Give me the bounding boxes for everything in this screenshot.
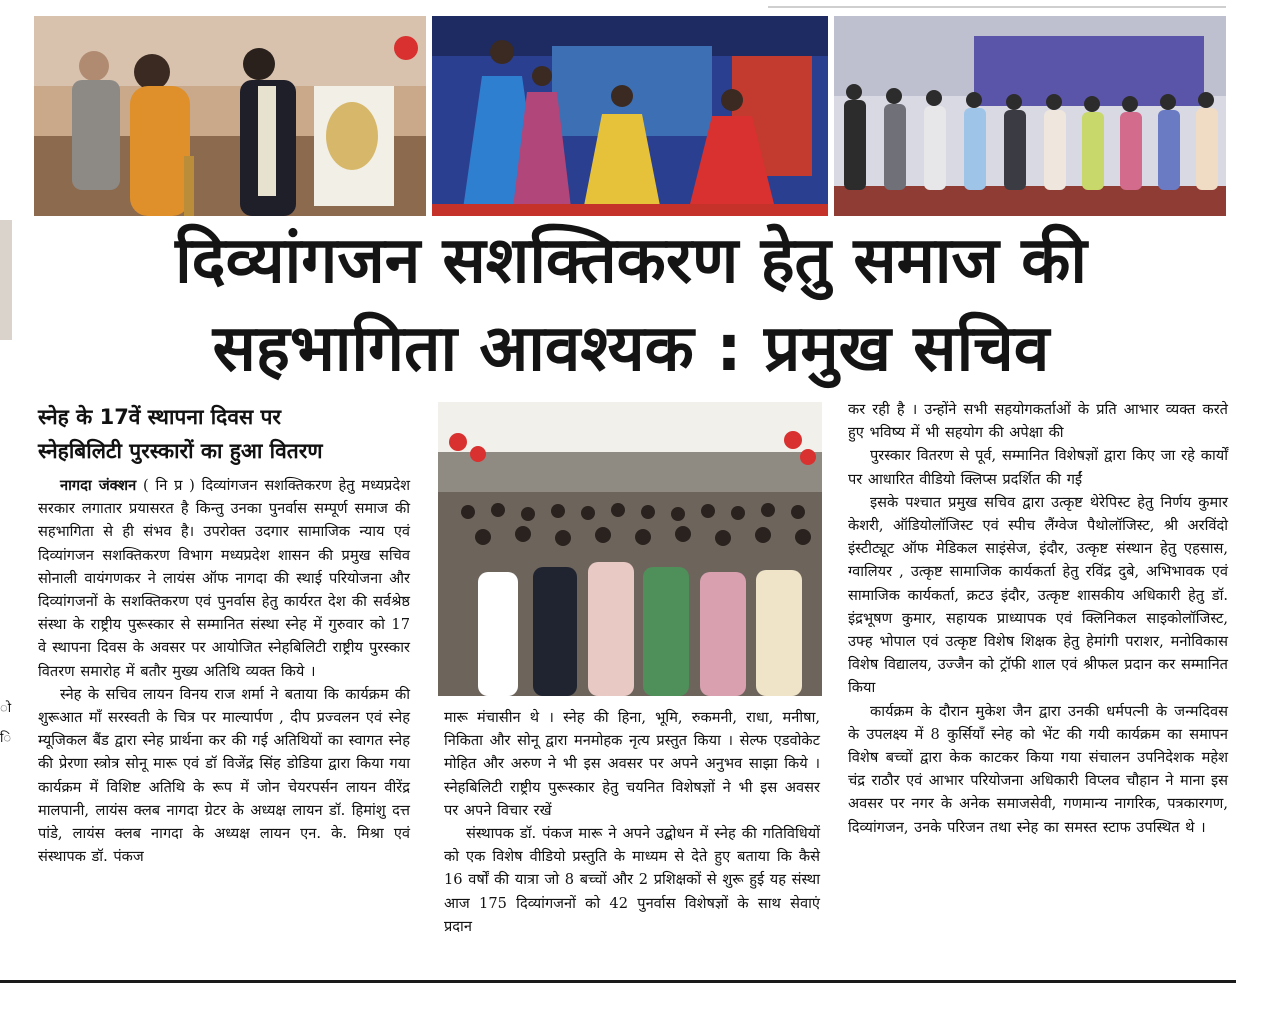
paragraph: स्नेह के सचिव लायन विनय राज शर्मा ने बताया कि कार्यक्रम की शुरूआत माँ सरस्वती के चित्र पर माल्यार्पण , दीप प्रज्वलन एवं स्नेह म्यूजिकल बैंड द्वारा स्नेह प्रार्थना कर की गई अतिथियों का स्वागत स्नेह की प्रेरणा स्त्रोत्र सोनू मारू एवं डॉ विजेंद्र सिंह डोडिया द्वारा किया गया कार्यक्रम में विशिष्ट अतिथि के रूप में जोन चेयरपर्सन लायन वीरेंद्र मालपानी, लायंस क्लब नागदा ग्रेटर के अध्यक्ष लायन डॉ. हिमांशु दत्त पांडे, लायंस क्लब नागदा के अध्यक्ष लायन एन. के. मिश्रा एवं संस्थापक डॉ. पंकज — [38, 685, 410, 866]
photo-audience-hall — [438, 402, 822, 696]
article-column-2 — [444, 706, 820, 938]
paragraph: पुरस्कार वितरण से पूर्व, सम्मानित विशेषज्ञों द्वारा किए जा रहे कार्यों पर आधारित वीडियो क्लिप्स प्रदर्शित की गईं — [848, 447, 1228, 488]
edge-mark-2: ि — [0, 731, 12, 746]
photo-award-group — [834, 16, 1226, 216]
subheadline-line-2: स्नेहबिलिटी पुरस्कारों का हुआ वितरण — [38, 439, 323, 463]
paragraph: कार्यक्रम के दौरान मुकेश जैन द्वारा उनकी धर्मपत्नी के जन्मदिवस के उपलक्ष्य में 8 कुर्सियाँ स्नेह को भेंट की गयी कार्यक्रम का समापन विशेष बच्चों द्वारा केक काटकर किया गया संचालन उपनिदेशक महेश चंद्र राठौर एवं आभार परियोजना अधिकारी विप्लव चौहान ने माना इस अवसर पर नगर के अनेक समाजसेवी, गणमान्य नागरिक, पत्रकारगण, दिव्यांगजन, उनके परिजन तथा स्नेह का समस्त स्टाफ उपस्थित थे । — [848, 702, 1228, 836]
paragraph — [38, 474, 410, 683]
photo-dance-performance — [432, 16, 828, 216]
headline-line-1: दिव्यांगजन सशक्तिकरण हेतु समाज की — [175, 224, 1087, 298]
paragraph: इसके पश्चात प्रमुख सचिव द्वारा उत्कृष्ट थेरेपिस्ट हेतु निर्णय कुमार केशरी, ऑडियोलॉजिस्ट एवं स्पीच लैंग्वेज पैथोलॉजिस्ट, श्री अरविंदो इंस्टीट्यूट ऑफ मेडिकल साइंसेज, इंदौर, उत्कृष्ट संस्थान हेतु एहसास, ग्वालियर , उत्कृष्ट सामाजिक कार्यकर्ता हेतु रविंद्र दुबे, अभिभावक एवं सामाजिक कार्यकर्ता, क्रटउ इंदौर, उत्कृष्ट शासकीय अधिकारी हेतु डॉ. इंद्रभूषण कुमार, सहायक प्राध्यापक एवं क्लिनिकल साइकोलॉजिस्ट, उफ्ह भोपाल एवं उत्कृष्ट विशेष शिक्षक हेतु हेमांगी पराशर, मनोविकास विशेष विद्यालय, उज्जैन को ट्रॉफी शाल एवं श्रीफल प्रदान कर सम्मानित किया — [848, 493, 1228, 697]
paragraph: मारू मंचासीन थे । स्नेह की हिना, भूमि, रुकमनी, राधा, मनीषा, निकिता और सोनू द्वारा मनमोहक नृत्य प्रस्तुत किया । सेल्फ एडवोकेट मोहित और अरुण ने भी इस अवसर पर अपने अनुभव साझा किये । स्नेहबिलिटी राष्ट्रीय पुरूस्कार हेतु चयनित विशेषज्ञों ने भी इस अवसर पर अपने विचार रखें — [444, 709, 820, 819]
photo-lamp-lighting — [34, 16, 426, 216]
paragraph: संस्थापक डॉ. पंकज मारू ने अपने उद्बोधन में स्नेह की गतिविधियों को एक विशेष वीडियो प्रस्तुति के माध्यम से देते हुए बताया कि कैसे 16 वर्षों की यात्रा जो 8 बच्चों और 2 प्रशिक्षकों से शुरू हुई यह संस्था आज 175 दिव्यांगजनों को 42 पुनर्वास विशेषज्ञों के साथ सेवाएं प्रदान — [444, 825, 820, 935]
edge-mark-1: ो — [0, 701, 12, 716]
dateline-source: ( नि प्र ) — [142, 477, 195, 494]
paragraph: कर रही है । उन्होंने सभी सहयोगकर्ताओं के प्रति आभार व्यक्त करते हुए भविष्य में भी सहयोग की अपेक्षा की — [848, 401, 1228, 442]
bottom-rule — [0, 980, 1236, 983]
dateline-place: नागदा जंक्शन — [60, 477, 137, 494]
headline-line-2: सहभागिता आवश्यक : प्रमुख सचिव — [212, 312, 1050, 386]
article-column-1 — [38, 474, 410, 868]
subheadline-line-1: स्नेह के 17वें स्थापना दिवस पर — [38, 405, 282, 429]
article-column-3 — [848, 398, 1228, 839]
top-border-line — [768, 6, 1226, 8]
paragraph-text: दिव्यांगजन सशक्तिकरण हेतु मध्यप्रदेश सरकार लगातार प्रयासरत है किन्तु उनका पुनर्वास सम्पूर्ण समाज की सहभागिता से ही संभव है। उपरोक्त उदगार सामाजिक न्याय एवं दिव्यांगजन सशक्तिकरण विभाग मध्यप्रदेश शासन की प्रमुख सचिव सोनाली वायंगणकर ने लायंस ऑफ नागदा की स्थाई परियोजना और दिव्यांगजनों के सशक्तिकरण एवं पुनर्वास हेतु कार्यरत देश की सर्वश्रेष्ठ संस्था के राष्ट्रीय पुरूस्कार से सम्मानित संस्था स्नेह में गुरुवार को 17 वे स्थापना दिवस के अवसर पर आयोजित स्नेहबिलिटी राष्ट्रीय पुरस्कार वितरण समारोह में बतौर मुख्य अतिथि व्यक्त किये । — [38, 477, 411, 680]
